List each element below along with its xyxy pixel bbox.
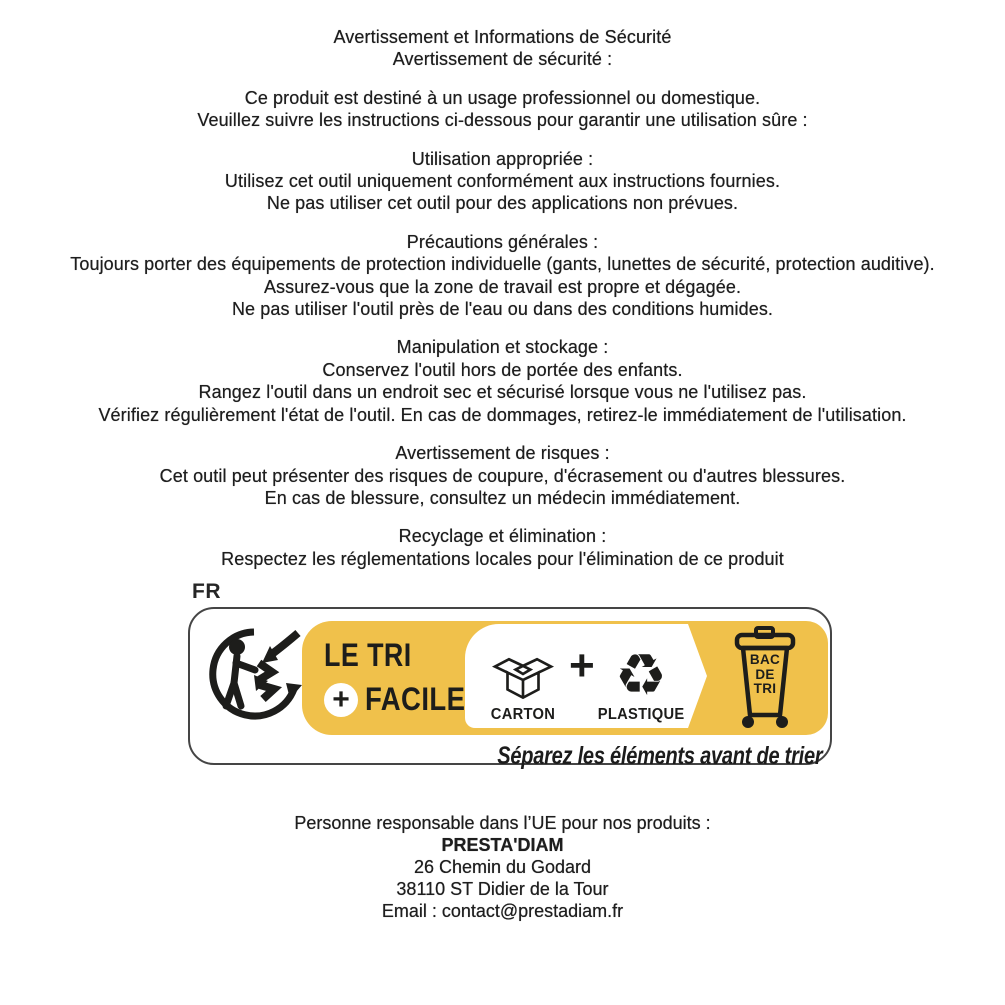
infotri-label	[188, 607, 832, 770]
address-line2: 38110 ST Didier de la Tour	[396, 879, 609, 899]
section-heading: Recyclage et élimination :	[398, 526, 607, 547]
recycling-icon: ♻	[614, 641, 667, 709]
intro-line: Ce produit est destiné à un usage professionnel ou domestique.	[244, 87, 761, 108]
section-heading: Manipulation et stockage :	[396, 337, 609, 358]
section-line: Vérifiez régulièrement l'état de l'outil. En cas de dommages, retirez-le immédiatement de l'utilisation.	[98, 404, 907, 425]
le-tri-text: LE TRI	[324, 637, 412, 673]
section-line: Ne pas utiliser l'outil près de l'eau ou dans des conditions humides.	[231, 299, 774, 320]
intro-paragraph	[0, 87, 1005, 132]
intro-line: Veuillez suivre les instructions ci-dessous pour garantir une utilisation sûre :	[197, 110, 808, 131]
title-paragraph	[0, 26, 1005, 71]
section-line: Ne pas utiliser cet outil pour des applications non prévues.	[266, 193, 739, 214]
banner-chevron-icon	[688, 624, 707, 728]
bin-text: BAC DE TRI	[749, 652, 781, 696]
safety-text-block	[0, 26, 1005, 586]
carton-box-icon	[486, 643, 560, 705]
page-title: Avertissement et Informations de Sécurité	[333, 27, 672, 47]
material-plastique	[595, 641, 687, 724]
section-heading: Avertissement de risques :	[395, 443, 610, 464]
section-recycling	[0, 525, 1005, 570]
address-line1: 26 Chemin du Godard	[413, 857, 592, 877]
section-line: Utilisez cet outil uniquement conformément aux instructions fournies.	[224, 171, 781, 192]
section-line: Toujours porter des équipements de protection individuelle (gants, lunettes de sécurité, protection auditive).	[70, 254, 935, 275]
plus-circle-icon	[324, 683, 358, 717]
plastique-label: PLASTIQUE	[597, 706, 685, 723]
email-line: Email : contact@prestadiam.fr	[381, 901, 624, 921]
section-line: Cet outil peut présenter des risques de coupure, d'écrasement ou d'autres blessures.	[159, 465, 846, 486]
company-name: PRESTA'DIAM	[441, 835, 564, 855]
material-carton	[477, 643, 569, 724]
facile-text: FACILE	[365, 681, 466, 717]
responsible-line: Personne responsable dans l’UE pour nos produits :	[294, 813, 711, 833]
materials-banner	[465, 624, 688, 728]
sorting-tagline: Séparez les éléments avant de trier	[496, 742, 822, 770]
plus-separator: +	[569, 641, 595, 690]
infotri-yellow-band	[302, 621, 828, 735]
section-line: En cas de blessure, consultez un médecin immédiatement.	[264, 487, 741, 508]
country-code-label: FR	[192, 580, 221, 603]
section-line: Rangez l'outil dans un endroit sec et sécurisé lorsque vous ne l'utilisez pas.	[198, 382, 807, 403]
section-precautions	[0, 231, 1005, 321]
page-subtitle: Avertissement de sécurité :	[392, 49, 613, 70]
triman-icon	[208, 623, 304, 725]
section-risks	[0, 442, 1005, 509]
section-usage	[0, 148, 1005, 215]
carton-label: CARTON	[490, 706, 556, 723]
section-line: Respectez les réglementations locales pour l'élimination de ce produit	[221, 548, 784, 569]
sorting-bin-icon	[730, 626, 800, 732]
section-heading: Utilisation appropriée :	[411, 148, 594, 169]
section-heading: Précautions générales :	[406, 231, 599, 252]
le-tri-facile-logo	[324, 637, 482, 718]
section-storage	[0, 336, 1005, 426]
contact-block	[0, 812, 1005, 922]
section-line: Assurez-vous que la zone de travail est propre et dégagée.	[263, 276, 742, 297]
plus-glyph: +	[332, 682, 350, 716]
section-line: Conservez l'outil hors de portée des enfants.	[322, 359, 683, 380]
